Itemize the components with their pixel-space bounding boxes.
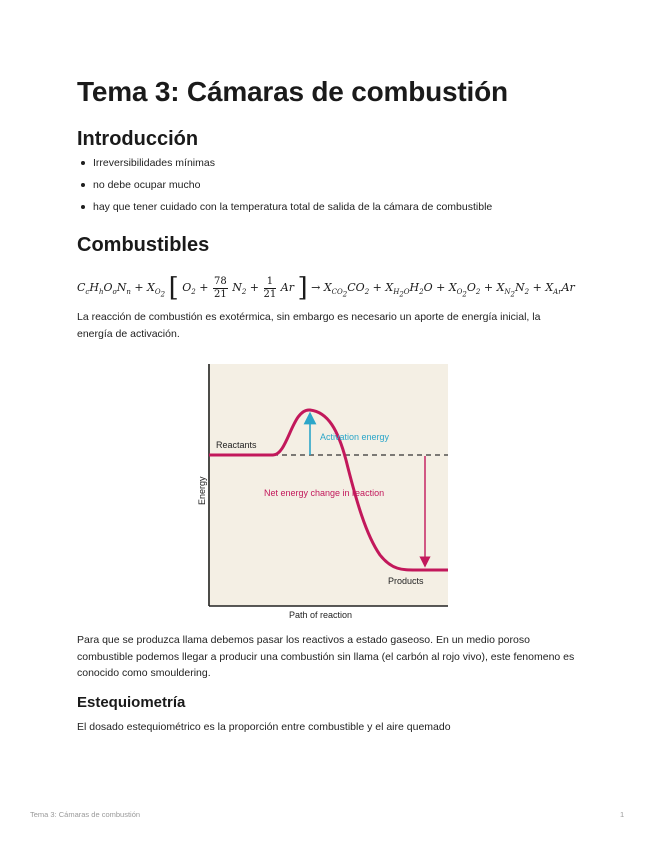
- paragraph-smouldering: Para que se produzca llama debemos pasar los reactivos a estado gaseoso. En un medio poroso combustible podemos llegar a producir una combustión sin llama (el carbón al rojo vivo), este fenomeno es conocido como smouldering.: [77, 634, 575, 679]
- combustion-formula: [77, 260, 587, 304]
- energy-diagram-svg: [188, 360, 463, 622]
- list-item: hay que tener cuidado con la temperatura total de salida de la cámara de combustible: [77, 199, 492, 221]
- footer-page-number: 1: [620, 810, 625, 819]
- fraction-78-21: [213, 276, 228, 301]
- fraction-1-21: [264, 276, 277, 301]
- formula-rhs: → $X_{CO_2}CO_2 + X_{H_2O}H_2O + X_{O_2}O_2 + X_{N_2}N_2 + X_{Ar}Ar$: [311, 281, 575, 299]
- fraction-numerator: 78: [213, 275, 227, 287]
- fraction-denominator: 21: [213, 288, 227, 300]
- formula-n2: $N_2$ +: [232, 281, 263, 297]
- fraction-numerator: 1: [264, 276, 277, 289]
- intro-bullet-list: [77, 155, 492, 221]
- heading-estequiometria: Estequiometría: [77, 694, 186, 711]
- label-products: Products: [388, 576, 424, 586]
- formula-open-bracket: [: [168, 273, 179, 303]
- formula-ar: Ar: [280, 281, 294, 294]
- label-activation-energy: Activation energy: [320, 432, 390, 442]
- label-y-axis: Energy: [197, 476, 207, 505]
- formula-o2: $O_2$ +: [182, 281, 212, 297]
- heading-combustibles: Combustibles: [77, 234, 210, 256]
- formula-row: [77, 273, 575, 303]
- paragraph-exotermica: La reacción de combustión es exotérmica, sin embargo es necesario un aporte de energía inicial, la energía de activación.: [77, 311, 541, 340]
- formula-lhs: $C_cH_hO_oN_n + X_{O_2}$: [77, 281, 166, 299]
- label-net-energy-change: Net energy change in reaction: [264, 488, 385, 498]
- fraction-denominator: 21: [263, 288, 277, 300]
- paragraph-dosado: El dosado estequiométrico es la proporción entre combustible y el aire quemado: [77, 721, 451, 733]
- list-item: no debe ocupar mucho: [77, 177, 492, 199]
- footer-title: Tema 3: Cámaras de combustión: [30, 810, 141, 819]
- list-item: Irreversibilidades mínimas: [77, 155, 492, 177]
- label-reactants: Reactants: [216, 440, 257, 450]
- heading-introduccion: Introducción: [77, 128, 199, 150]
- formula-close-bracket: ]: [297, 273, 308, 303]
- label-x-axis: Path of reaction: [289, 610, 353, 620]
- page-title: Tema 3: Cámaras de combustión: [77, 76, 508, 107]
- energy-diagram: [188, 360, 463, 622]
